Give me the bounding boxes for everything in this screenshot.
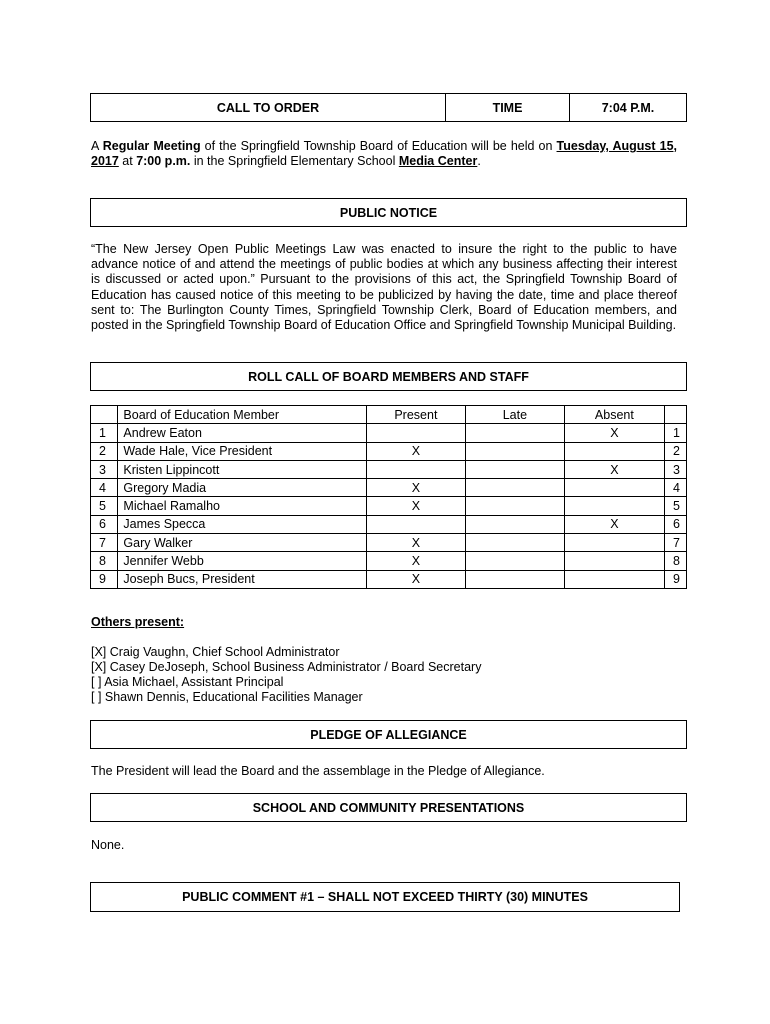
list-item: [X] Craig Vaughn, Chief School Administrator bbox=[91, 645, 340, 659]
table-row: 4 Gregory Madia X 4 bbox=[91, 479, 687, 497]
table-row: 8 Jennifer Webb X 8 bbox=[91, 552, 687, 570]
roll-call-table bbox=[90, 405, 687, 589]
roll-call-heading: ROLL CALL OF BOARD MEMBERS AND STAFF bbox=[90, 362, 687, 391]
header-member: Board of Education Member bbox=[118, 406, 367, 424]
meeting-type: Regular Meeting bbox=[102, 139, 201, 153]
roll-call-header-row bbox=[91, 406, 687, 424]
public-comment-heading: PUBLIC COMMENT #1 – SHALL NOT EXCEED THIRTY (30) MINUTES bbox=[90, 882, 680, 912]
table-row: 6 James Specca X 6 bbox=[91, 515, 687, 533]
time-value: 7:04 P.M. bbox=[601, 100, 655, 115]
meeting-intro: A Regular Meeting of the Springfield Township Board of Education will be held on Tuesday, August 15, 2017 at 7:00 p.m. in the Springfield Elementary School Media Center. bbox=[91, 139, 677, 169]
public-notice-heading: PUBLIC NOTICE bbox=[90, 198, 687, 227]
presentations-heading: SCHOOL AND COMMUNITY PRESENTATIONS bbox=[90, 793, 687, 822]
table-row: 9 Joseph Bucs, President X 9 bbox=[91, 570, 687, 588]
pledge-heading: PLEDGE OF ALLEGIANCE bbox=[90, 720, 687, 749]
header-late: Late bbox=[465, 406, 565, 424]
list-item: [ ] Shawn Dennis, Educational Facilities Manager bbox=[91, 690, 363, 704]
presentations-text: None. bbox=[91, 838, 125, 852]
table-row: 7 Gary Walker X 7 bbox=[91, 534, 687, 552]
time-label: TIME bbox=[446, 94, 570, 121]
table-row: 1 Andrew Eaton X 1 bbox=[91, 424, 687, 442]
table-row: 2 Wade Hale, Vice President X 2 bbox=[91, 442, 687, 460]
table-row: 5 Michael Ramalho X 5 bbox=[91, 497, 687, 515]
public-notice-text: “The New Jersey Open Public Meetings Law was enacted to insure the right to the public to have advance notice of and attend the meetings of public bodies at which any business affecting their interest is discussed or acted upon.” Pursuant to the provisions of this act, the Springfield Township Board of Education has caused notice of this meeting to be publicized by having the date, time and place thereof sent to: The Burlington County Times, Springfield Township Clerk, Board of Education members, and posted in the Springfield Township Board of Education Office and Springfield Township Municipal Building. bbox=[91, 242, 677, 333]
list-item: [X] Casey DeJoseph, School Business Administrator / Board Secretary bbox=[91, 660, 482, 674]
list-item: [ ] Asia Michael, Assistant Principal bbox=[91, 675, 284, 689]
header-absent: Absent bbox=[565, 406, 665, 424]
table-row: 3 Kristen Lippincott X 3 bbox=[91, 460, 687, 478]
others-present-heading: Others present: bbox=[91, 615, 185, 629]
pledge-text: The President will lead the Board and the assemblage in the Pledge of Allegiance. bbox=[91, 764, 545, 778]
meeting-place: Media Center bbox=[398, 154, 478, 169]
call-to-order-label: CALL TO ORDER bbox=[91, 94, 446, 121]
header-present: Present bbox=[367, 406, 465, 424]
call-to-order-box bbox=[90, 93, 687, 122]
meeting-date: Tuesday, August 15, 2017 bbox=[91, 139, 677, 169]
meeting-time: 7:00 p.m. bbox=[136, 154, 191, 169]
